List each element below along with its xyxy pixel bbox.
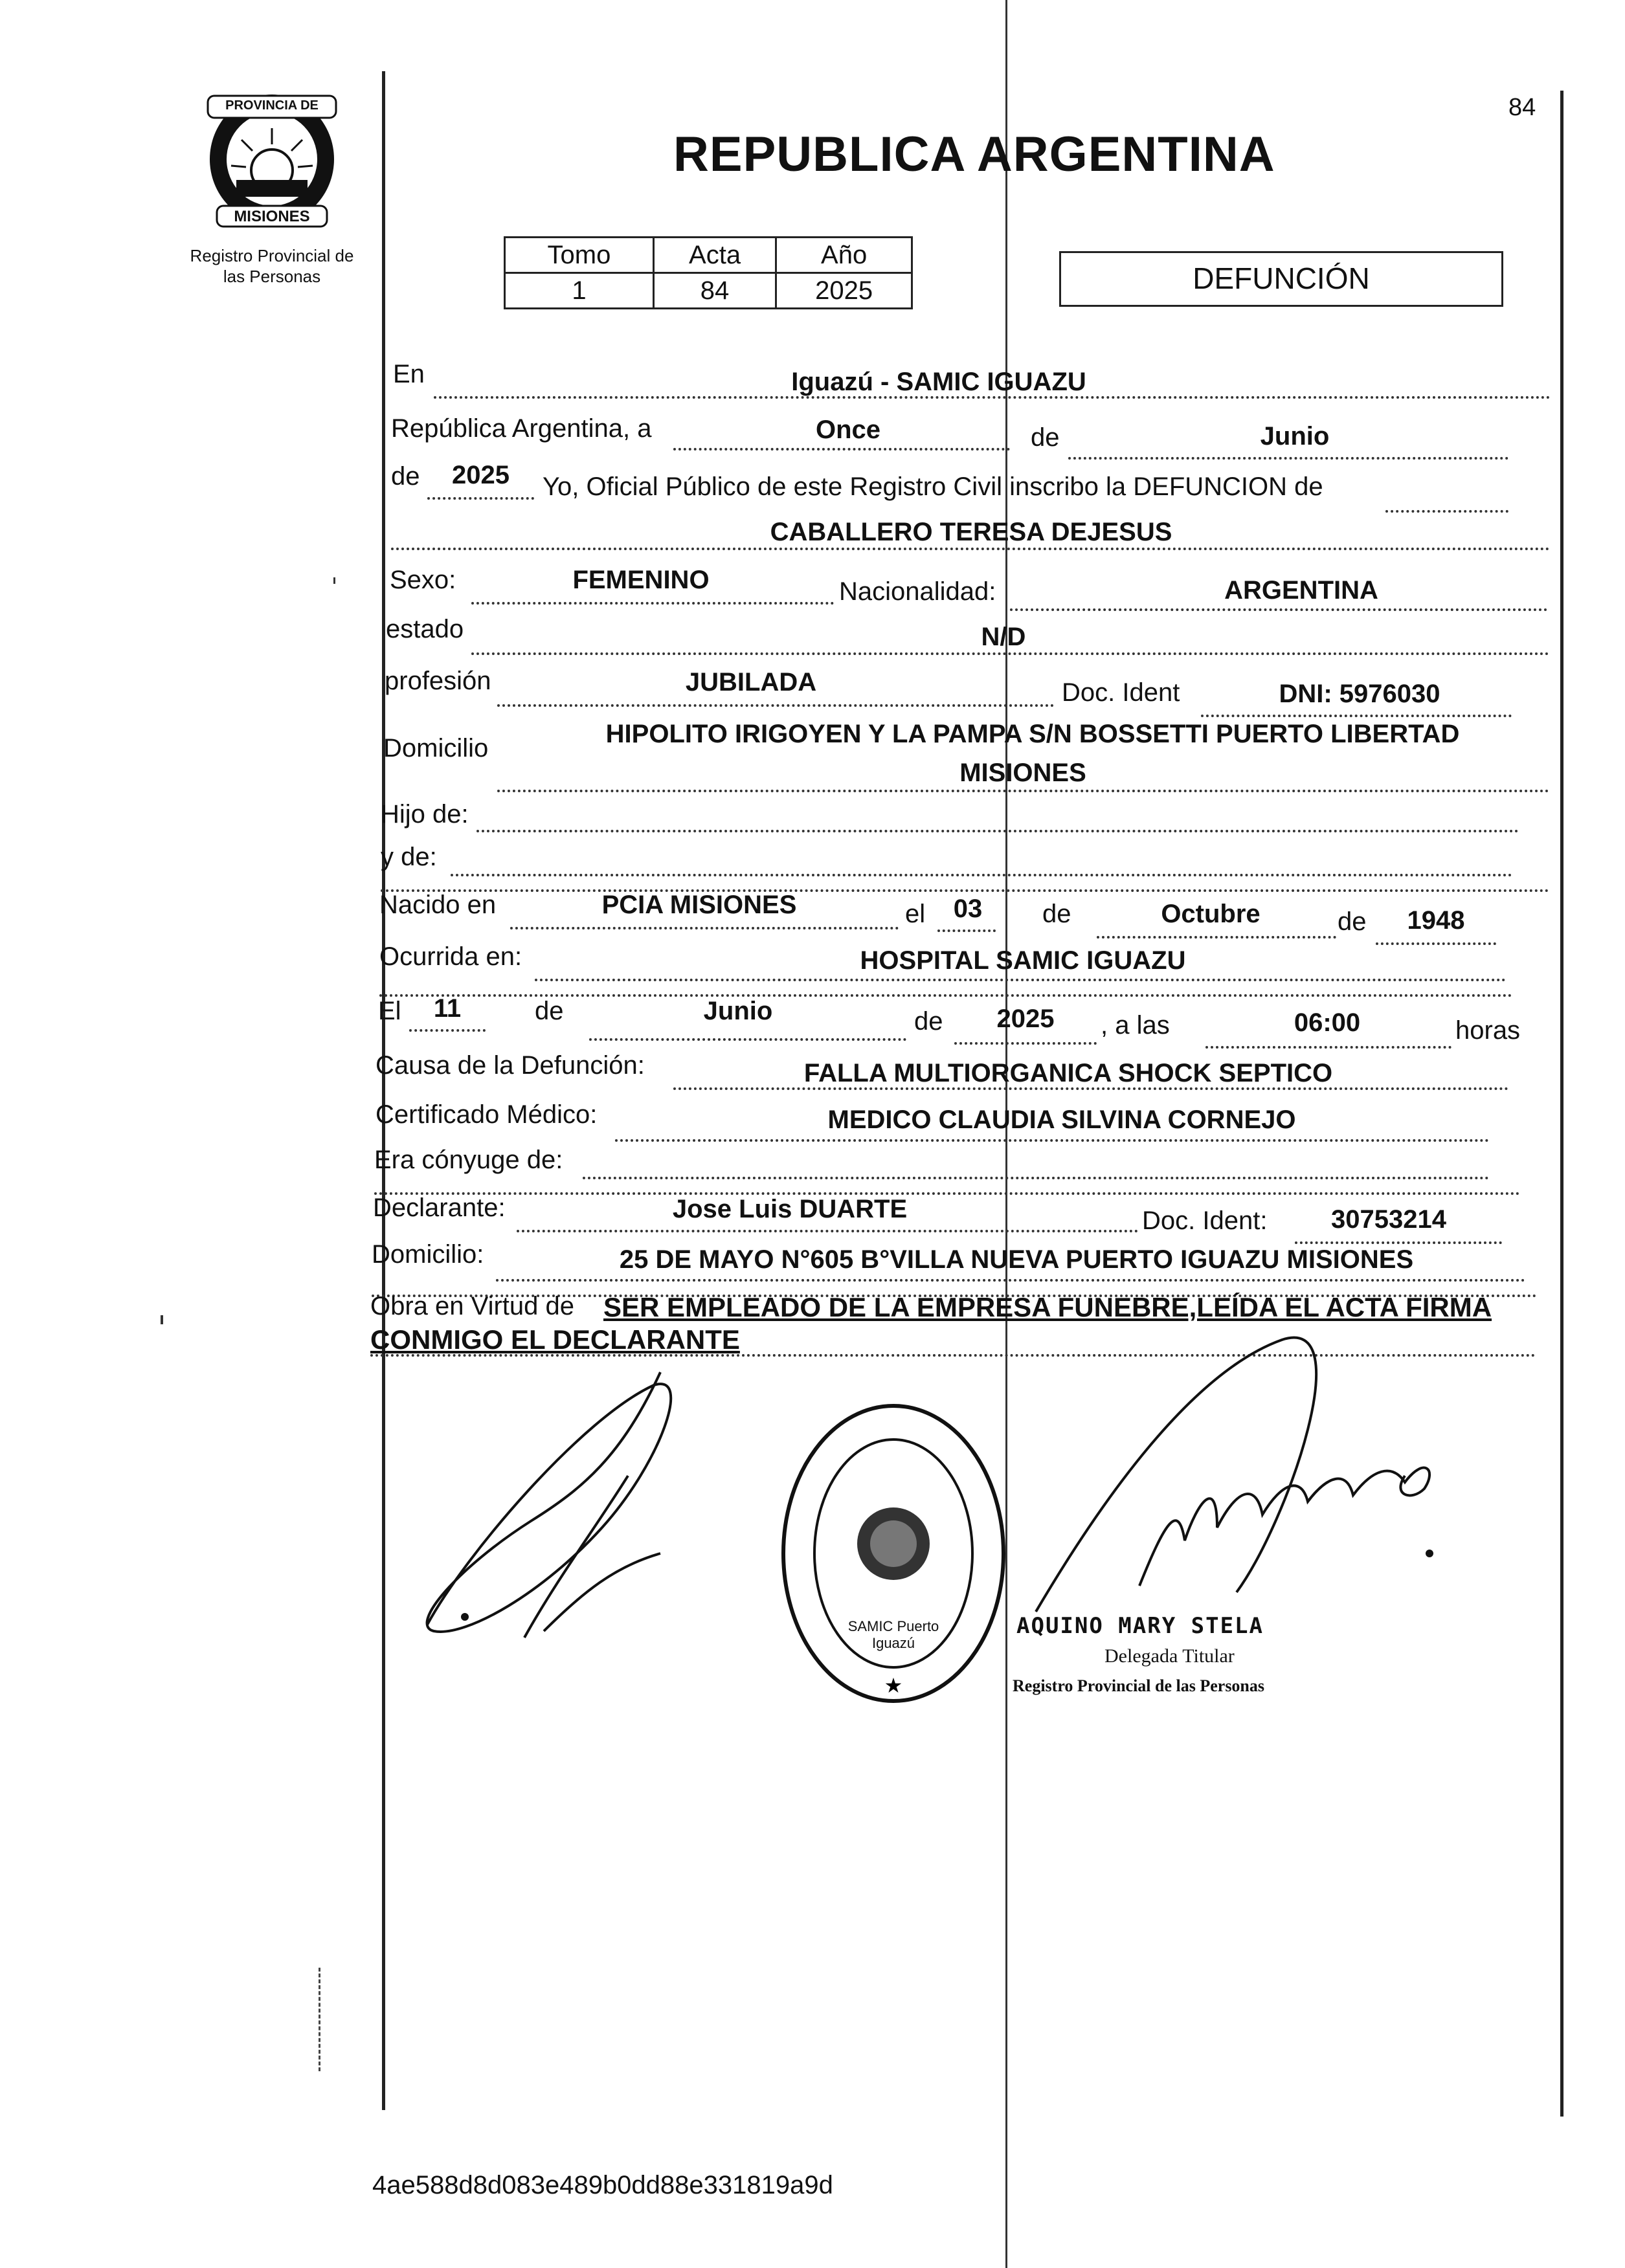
label-y-de: y de:	[381, 843, 437, 871]
label-def-de2: de	[914, 1007, 943, 1036]
dotline-mes	[1068, 457, 1508, 460]
dotline-nacido-dia	[937, 929, 996, 932]
logo-text-bottom: MISIONES	[234, 208, 310, 225]
document-type-box: DEFUNCIÓN	[1059, 251, 1503, 307]
dotline-def-mes	[589, 1038, 906, 1041]
value-hora: 06:00	[1294, 1008, 1361, 1037]
left-border-line	[382, 71, 385, 2110]
dotline-dia	[673, 448, 1010, 450]
register-table	[504, 236, 913, 309]
dotline-def-dia	[409, 1029, 486, 1032]
margin-tick-2	[161, 1315, 163, 1324]
province-logo	[197, 83, 346, 232]
value-causa: FALLA MULTIORGANICA SHOCK SEPTICO	[803, 1059, 1333, 1087]
officer-name: AQUINO MARY STELA	[1016, 1613, 1264, 1639]
value-nacionalidad: ARGENTINA	[1224, 576, 1378, 605]
dotline-nacionalidad	[1010, 608, 1547, 611]
label-en: En	[393, 360, 425, 388]
register-value-acta: 84	[653, 273, 776, 309]
dotline-conyuge	[583, 1177, 1489, 1179]
margin-tick-1	[333, 577, 335, 584]
register-header-acta: Acta	[653, 238, 776, 273]
dotline-ocurrida	[535, 979, 1506, 981]
dotline-declarante	[517, 1230, 1138, 1232]
value-sexo: FEMENINO	[572, 566, 710, 594]
svg-text:★: ★	[884, 1673, 903, 1698]
officer-title: Delegada Titular	[1104, 1645, 1235, 1667]
label-nacido-el: el	[905, 900, 926, 928]
dotline-nacido-lugar	[510, 927, 899, 929]
officer-signature	[1023, 1307, 1450, 1644]
value-def-mes: Junio	[703, 997, 773, 1025]
label-doc-ident: Doc. Ident	[1062, 678, 1180, 707]
registry-name-line1: Registro Provincial de	[190, 246, 354, 265]
label-de-anio: de	[391, 462, 420, 491]
value-nacido-dia: 03	[953, 895, 983, 923]
label-estado: estado	[386, 615, 464, 643]
label-el-dia: El	[378, 997, 401, 1025]
label-causa: Causa de la Defunción:	[375, 1051, 645, 1080]
label-obra-en-virtud: Obra en Virtud de	[370, 1292, 575, 1320]
value-ocurrida: HOSPITAL SAMIC IGUAZU	[860, 946, 1186, 975]
value-domicilio-line2: MISIONES	[959, 759, 1086, 787]
value-domicilio-line1: HIPOLITO IRIGOYEN Y LA PAMPA S/N BOSSETTI PUERTO LIBERTAD	[605, 720, 1460, 748]
dotline-hora	[1205, 1046, 1451, 1049]
dotline-sexo	[471, 602, 834, 605]
label-sexo: Sexo:	[390, 566, 456, 594]
dotline-nacido-anio	[1376, 942, 1496, 945]
label-nacido-de1: de	[1042, 900, 1071, 928]
label-nacido-en: Nacido en	[379, 891, 497, 919]
value-def-anio: 2025	[996, 1005, 1055, 1033]
label-certificado: Certificado Médico:	[375, 1100, 598, 1129]
value-certificado: MEDICO CLAUDIA SILVINA CORNEJO	[827, 1106, 1296, 1134]
value-decl-doc: 30753214	[1331, 1205, 1446, 1234]
value-obra-line2: CONMIGO EL DECLARANTE	[370, 1324, 740, 1355]
value-en: Iguazú - SAMIC IGUAZU	[791, 368, 1086, 396]
dotline-doc-ident	[1201, 715, 1512, 717]
document-hash: 4ae588d8d083e489b0dd88e331819a9d	[372, 2171, 833, 2199]
label-hijo-de: Hijo de:	[381, 800, 469, 828]
value-dia: Once	[815, 416, 881, 444]
right-border-line	[1560, 91, 1563, 2117]
dotline-defuncion-de	[1385, 510, 1508, 513]
value-nombre: CABALLERO TERESA DEJESUS	[770, 518, 1172, 546]
register-value-tomo: 1	[505, 273, 654, 309]
value-decl-domicilio: 25 DE MAYO N°605 B°VILLA NUEVA PUERTO IGUAZU MISIONES	[619, 1245, 1414, 1274]
value-obra-line1: SER EMPLEADO DE LA EMPRESA FUNEBRE,LEÍDA EL ACTA FIRMA	[603, 1292, 1492, 1322]
dotline-anio	[427, 497, 534, 500]
dotline-profesion	[497, 704, 1054, 707]
label-de-mes: de	[1031, 423, 1060, 452]
label-declarante: Declarante:	[373, 1194, 506, 1222]
dotline-domicilio	[497, 790, 1549, 792]
page-number: 84	[1508, 94, 1536, 121]
label-domicilio: Domicilio	[383, 734, 489, 762]
value-nacido-mes: Octubre	[1161, 900, 1261, 928]
label-nacido-de2: de	[1338, 907, 1367, 936]
value-def-dia: 11	[433, 994, 462, 1023]
dotline-decl-domicilio	[496, 1279, 1525, 1282]
value-nacido-anio: 1948	[1407, 906, 1465, 935]
declarant-signature	[388, 1359, 751, 1657]
label-conyuge: Era cónyuge de:	[374, 1146, 563, 1174]
label-republica: República Argentina, a	[391, 414, 652, 443]
register-header-tomo: Tomo	[505, 238, 654, 273]
logo-text-top: PROVINCIA DE	[225, 98, 319, 113]
label-nacionalidad: Nacionalidad:	[839, 577, 996, 606]
register-value-anio: 2025	[776, 273, 912, 309]
value-declarante: Jose Luis DUARTE	[672, 1195, 908, 1223]
stamp-inner-text: SAMIC Puerto Iguazú	[847, 1618, 939, 1651]
dotline-hijo-de	[476, 830, 1519, 832]
value-anio: 2025	[452, 461, 510, 489]
value-nacido-lugar: PCIA MISIONES	[601, 891, 797, 919]
dotline-decl-doc	[1295, 1241, 1502, 1244]
dotline-y-de	[451, 874, 1512, 876]
value-estado: N/D	[981, 623, 1026, 651]
label-decl-doc-ident: Doc. Ident:	[1142, 1206, 1268, 1235]
margin-dashes	[319, 1968, 322, 2071]
label-def-de1: de	[535, 997, 564, 1025]
text-oficial-publico: Yo, Oficial Público de este Registro Civil inscribo la DEFUNCION de	[543, 472, 1323, 501]
value-doc-ident: DNI: 5976030	[1279, 680, 1440, 708]
official-stamp	[777, 1398, 1010, 1709]
value-mes: Junio	[1260, 422, 1330, 450]
register-header-anio: Año	[776, 238, 912, 273]
label-decl-domicilio: Domicilio:	[372, 1240, 484, 1269]
label-horas: horas	[1455, 1016, 1521, 1045]
value-profesion: JUBILADA	[685, 668, 817, 696]
dotline-certificado	[615, 1139, 1489, 1142]
label-ocurrida-en: Ocurrida en:	[379, 942, 522, 971]
page-title: REPUBLICA ARGENTINA	[673, 127, 1275, 182]
officer-office: Registro Provincial de las Personas	[1013, 1676, 1265, 1695]
dotline-estado	[471, 652, 1549, 655]
label-a-las: , a las	[1101, 1011, 1170, 1040]
dotline-nacido-mes	[1097, 936, 1336, 939]
label-profesion: profesión	[385, 667, 491, 695]
dotline-nombre	[391, 548, 1550, 550]
dotline-def-anio	[954, 1042, 1097, 1045]
registry-name-line2: las Personas	[223, 267, 321, 286]
